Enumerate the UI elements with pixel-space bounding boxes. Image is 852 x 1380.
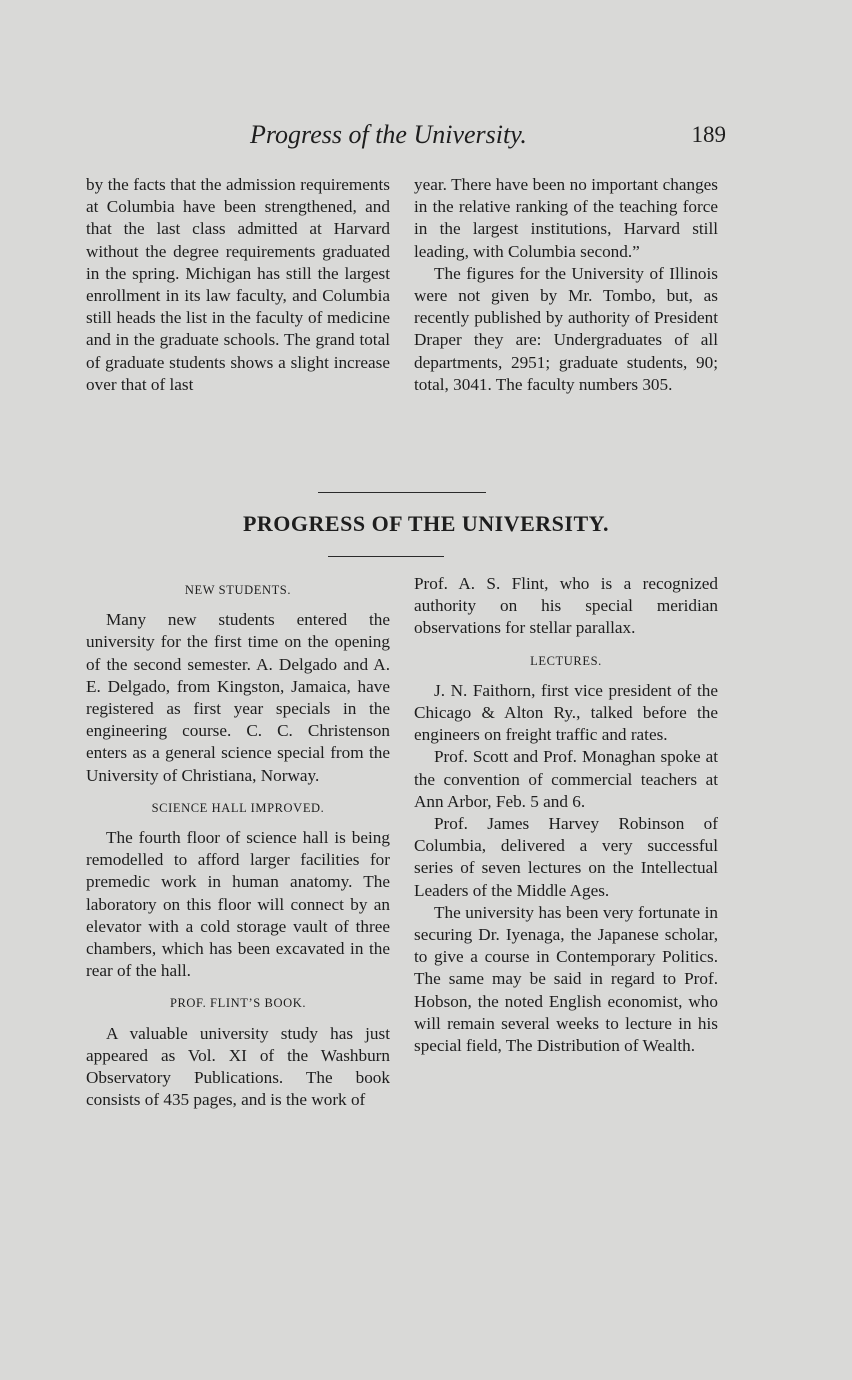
- continued-paragraph-end: year. There have been no important changes in the relative ranking of the teaching force in the largest institutions, Harvard still leading, with Columbia second.”: [414, 175, 718, 261]
- news-left-column: [86, 575, 390, 1111]
- flint-book-body: A valuable university study has just appeared as Vol. XI of the Washburn Observatory Publications. The book consists of 435 pages, and is the work of: [86, 1023, 390, 1110]
- lecture-paragraph: J. N. Faithorn, first vice president of the Chicago & Alton Ry., talked before the engineers on freight traffic and rates.: [414, 680, 718, 745]
- continued-text-right-column: [414, 174, 718, 396]
- section-divider: [318, 492, 486, 493]
- lecture-paragraph: The university has been very fortunate in securing Dr. Iyenaga, the Japanese scholar, to give a course in Contemporary Politics. The same may be said in regard to Prof. Hobson, the noted English economist, who will remain several weeks to lecture in his special field, The Distribution of Wealth.: [414, 902, 718, 1056]
- new-students-heading: NEW STUDENTS.: [184, 583, 292, 597]
- lecture-paragraph: Prof. James Harvey Robinson of Columbia, delivered a very successful series of seven lectures on the Intellectual Leaders of the Middle Ages.: [414, 814, 718, 900]
- continued-paragraph: by the facts that the admission requirements at Columbia have been strengthened, and that the last class admitted at Harvard without the degree requirements graduated in the spring. Michigan has still the largest enrollment in its law faculty, and Columbia still heads the list in the faculty of medicine and in the graduate schools. The grand total of graduate students shows a slight increase over that of last: [86, 175, 390, 394]
- flint-book-heading: PROF. FLINT’S BOOK.: [169, 996, 307, 1011]
- flint-book-continued: Prof. A. S. Flint, who is a recognized authority on his special meridian observations for stellar parallax.: [414, 574, 718, 638]
- science-hall-body: The fourth floor of science hall is being remodelled to afford larger facilities for premedic work in human anatomy. The laboratory on this floor will connect by an elevator with a cold storage vault of three chambers, which has been excavated in the rear of the hall.: [86, 828, 390, 981]
- running-head: Progress of the University.: [250, 120, 527, 149]
- news-right-column: [414, 573, 718, 1057]
- illinois-figures-paragraph: The figures for the University of Illinois were not given by Mr. Tombo, but, as recently published by authority of President Draper they are: Undergraduates of all departments, 2951; graduate students, 90; total, 3041. The faculty numbers 305.: [414, 263, 718, 394]
- continued-text-left-column: [86, 174, 390, 396]
- section-title-text: PROGRESS OF THE UNIVERSITY.: [242, 511, 609, 536]
- science-hall-heading: SCIENCE HALL IMPROVED.: [151, 800, 325, 815]
- page-number: 189: [691, 122, 726, 147]
- section-title: [0, 511, 852, 537]
- title-underline: [328, 556, 444, 557]
- lecture-paragraph: Prof. Scott and Prof. Monaghan spoke at the convention of commercial teachers at Ann Arbor, Feb. 5 and 6.: [414, 747, 718, 811]
- lectures-heading: LECTURES.: [530, 653, 602, 668]
- new-students-body: Many new students entered the university for the first time on the opening of the second semester. A. Delgado and A. E. Delgado, from Kingston, Jamaica, have registered as first year specials in the engineering course. C. C. Christenson enters as a general science special from the University of Christiana, Norway.: [86, 610, 390, 785]
